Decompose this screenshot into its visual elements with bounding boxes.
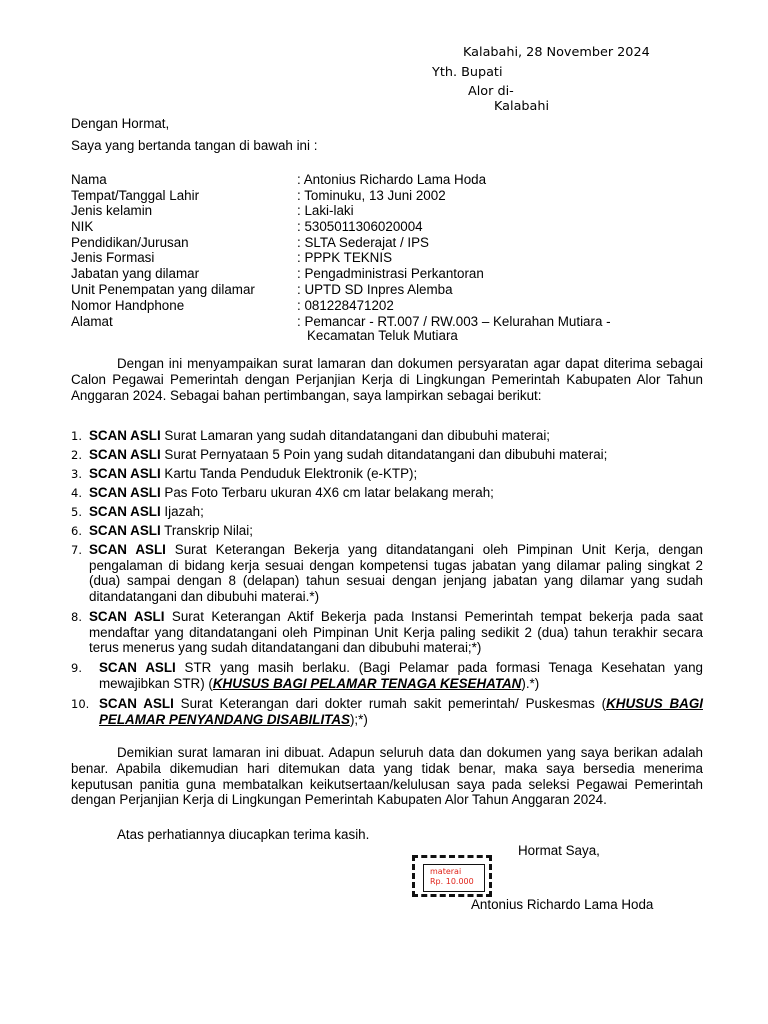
materai-label: [423, 864, 485, 892]
closing-paragraph: Demikian surat lamaran ini dibuat. Adapun seluruh data dan dokumen yang saya berikan adalah benar. Apabila dikemudian hari ditemukan data yang tidak benar, maka saya bersedia menerima keputusan panitia guna membatalkan keikutsertaan/kelulusan saya pada seleksi Pegawai Pemerintah dengan Perjanjian Kerja di Lingkungan Pemerintah Kabupaten Alor Tahun Anggaran 2024.: [71, 745, 703, 808]
materai-stamp: [412, 855, 492, 897]
body-paragraph: Dengan ini menyampaikan surat lamaran dan dokumen persyaratan agar dapat diterima sebagai Calon Pegawai Pemerintah dengan Perjanjian Kerja di Lingkungan Pemerintah Kabupaten Alor Tahun Anggaran 2024. Sebagai bahan pertimbangan, saya lampirkan sebagai berikut:: [71, 356, 703, 403]
signoff: Hormat Saya,: [518, 843, 600, 858]
recipient-line: Yth. Bupati: [432, 65, 503, 80]
recipient-address-1: Alor di-: [468, 84, 514, 99]
signer-name: Antonius Richardo Lama Hoda: [471, 897, 654, 912]
intro-line: Saya yang bertanda tangan di bawah ini :: [71, 138, 318, 153]
materai-text: materai: [430, 867, 462, 876]
field-alamat-cont: Kecamatan Teluk Mutiara: [307, 328, 458, 343]
letter-date: Kalabahi, 28 November 2024: [463, 45, 650, 60]
recipient-address-2: Kalabahi: [494, 99, 550, 114]
thanks-line: Atas perhatiannya diucapkan terima kasih.: [117, 827, 370, 842]
greeting: Dengan Hormat,: [71, 116, 170, 131]
materai-amount: Rp. 10.000: [430, 877, 474, 886]
